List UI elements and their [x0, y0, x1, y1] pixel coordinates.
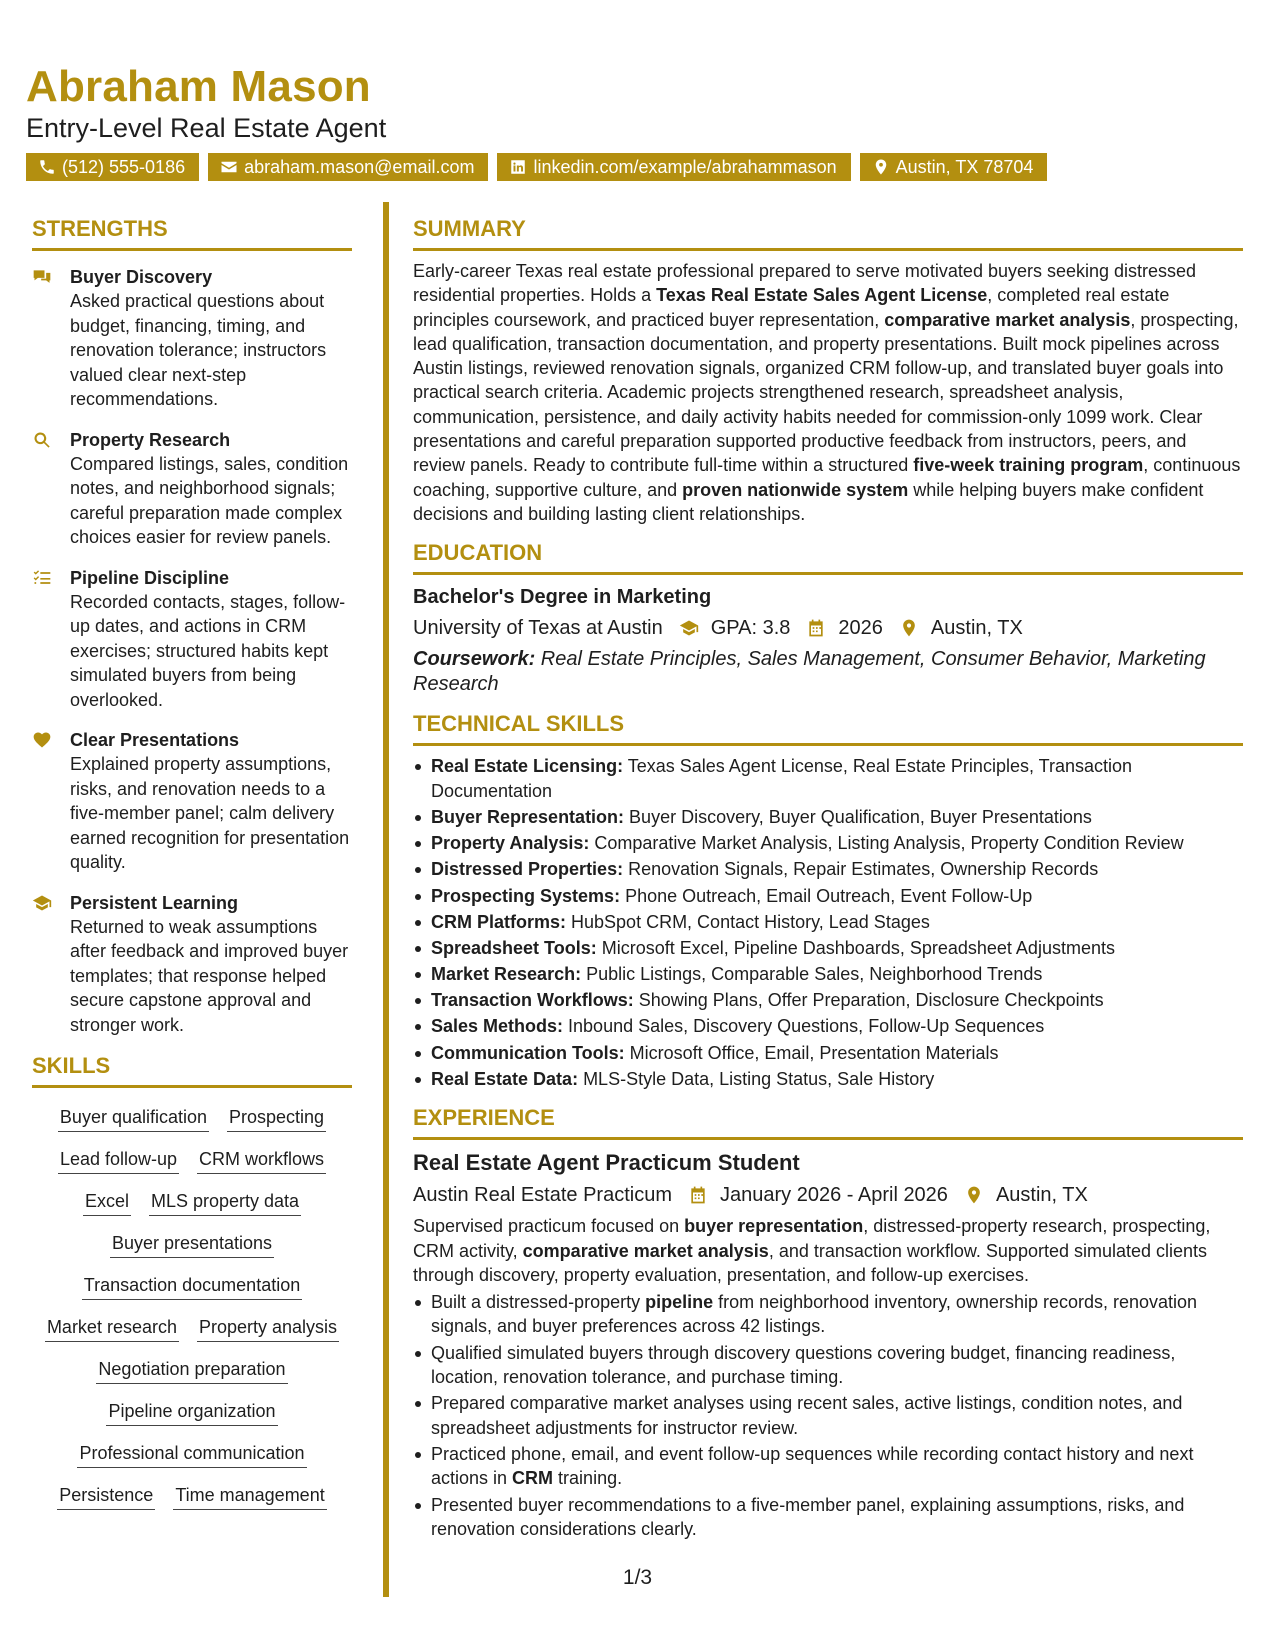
technical-skill-item	[413, 805, 1243, 830]
skill-tag: Buyer presentations	[110, 1230, 274, 1258]
technical-skill-value: Microsoft Excel, Pipeline Dashboards, Spreadsheet Adjustments	[596, 937, 1115, 958]
technical-skill-item	[413, 1041, 1243, 1066]
linkedin-chip[interactable]	[497, 153, 850, 181]
technical-skills-heading: TECHNICAL SKILLS	[413, 711, 1243, 746]
skill-row	[57, 1482, 326, 1510]
technical-skill-label: Prospecting Systems:	[431, 885, 621, 906]
technical-skill-value: Phone Outreach, Email Outreach, Event Follow-Up	[620, 885, 1033, 906]
calendar-icon	[806, 618, 826, 638]
technical-skill-value: Microsoft Office, Email, Presentation Materials	[624, 1042, 999, 1063]
experience-section	[413, 1105, 1243, 1541]
technical-skill-value: HubSpot CRM, Contact History, Lead Stages	[566, 911, 930, 932]
summary-section	[413, 216, 1243, 526]
technical-skill-value: Inbound Sales, Discovery Questions, Follow-Up Sequences	[563, 1016, 1045, 1037]
company-item	[413, 1180, 672, 1210]
technical-skills-section	[413, 711, 1243, 1091]
coursework	[413, 647, 1243, 697]
year-item	[806, 613, 883, 643]
skill-row	[82, 1272, 302, 1300]
job-desc-text-2: , distressed-property research, prospecting, CRM activity,	[413, 1216, 1211, 1261]
skill-tag: Transaction documentation	[82, 1272, 302, 1300]
graduation-cap-icon	[679, 618, 699, 638]
phone-icon	[38, 158, 56, 176]
job-desc-text-4: , and transaction workflow. Supported simulated clients through discovery, property evaluation, presentation, and follow-up exercises.	[413, 1240, 1208, 1286]
comments-icon	[32, 265, 70, 412]
technical-skill-value: Texas Sales Agent License, Real Estate Principles, Transaction Documentation	[431, 756, 1133, 801]
strength-content	[70, 265, 352, 412]
strengths-heading: STRENGTHS	[32, 216, 352, 251]
summary-text-0: Early-career Texas real estate professional prepared to serve motivated buyers seeking distressed residential properties. Holds a	[413, 261, 1197, 306]
envelope-icon	[220, 158, 238, 176]
dates-text: January 2026 - April 2026	[720, 1184, 948, 1207]
technical-skill-item	[413, 831, 1243, 856]
skill-row	[58, 1146, 326, 1174]
technical-skill-label: Communication Tools:	[431, 1042, 625, 1063]
skill-row	[58, 1104, 326, 1132]
technical-skill-item	[413, 754, 1243, 803]
email-text: abraham.mason@email.com	[244, 156, 475, 177]
skills-list	[32, 1104, 352, 1510]
summary-text-4: , prospecting, lead qualification, transaction documentation, and property presentations. Built mock pipelines across Austin listings, reviewed renovation signals, organized CRM follow-up, and translated buyer goals into practical search criteria. Academic projects strengthened research, spreadsheet analysis, communication, persistence, and daily activity habits needed for commission-only 1099 work. Clear presentations and careful preparation supported productive feedback from instructors, peers, and review panels. Ready to contribute full-time within a structured	[413, 309, 1239, 476]
skills-heading: SKILLS	[32, 1053, 352, 1088]
company-text: Austin Real Estate Practicum	[413, 1184, 672, 1207]
degree-title: Bachelor's Degree in Marketing	[413, 586, 712, 609]
education-meta	[413, 613, 1243, 643]
strength-item	[32, 728, 352, 875]
experience-heading: EXPERIENCE	[413, 1105, 1243, 1140]
technical-skill-label: Spreadsheet Tools:	[431, 937, 597, 958]
heart-icon	[32, 728, 70, 875]
technical-skill-item	[413, 857, 1243, 882]
technical-skill-value: Renovation Signals, Repair Estimates, Ownership Records	[623, 859, 1099, 880]
strengths-list	[32, 265, 352, 1037]
bullet-4-text-0: Presented buyer recommendations to a five-member panel, explaining assumptions, risks, and renovation considerations clearly.	[431, 1494, 1185, 1540]
coursework-label: Coursework:	[413, 648, 536, 671]
technical-skill-label: Market Research:	[431, 964, 582, 985]
left-column	[32, 216, 352, 1510]
strength-content	[70, 428, 352, 550]
skill-tag: Lead follow-up	[58, 1146, 179, 1174]
job-bullet	[413, 1290, 1243, 1339]
summary-bold-3: comparative market analysis	[884, 309, 1131, 330]
skill-row	[83, 1188, 301, 1216]
skill-tag: Property analysis	[197, 1314, 339, 1342]
phone-text: (512) 555-0186	[62, 156, 186, 177]
year-text: 2026	[838, 617, 883, 640]
strength-item	[32, 265, 352, 412]
linkedin-text: linkedin.com/example/abrahammason	[533, 156, 837, 177]
bullet-0-bold-1: pipeline	[645, 1291, 714, 1312]
job-desc-bold-1: buyer representation	[684, 1216, 864, 1237]
job-bullet	[413, 1442, 1243, 1491]
bullet-3-bold-1: CRM	[512, 1468, 554, 1489]
email-chip[interactable]	[208, 153, 488, 181]
technical-skill-label: Real Estate Licensing:	[431, 756, 624, 777]
phone-chip[interactable]	[26, 153, 199, 181]
skill-tag: Persistence	[57, 1482, 155, 1510]
strength-content	[70, 728, 352, 875]
technical-skill-item	[413, 988, 1243, 1013]
technical-skill-label: Property Analysis:	[431, 833, 590, 854]
summary-heading: SUMMARY	[413, 216, 1243, 251]
strength-title: Property Research	[70, 429, 231, 450]
job-location-text: Austin, TX	[995, 1184, 1088, 1207]
list-check-icon	[32, 566, 70, 713]
job-bullet	[413, 1341, 1243, 1390]
technical-skill-value: Buyer Discovery, Buyer Qualification, Buyer Presentations	[624, 806, 1092, 827]
technical-skill-item	[413, 962, 1243, 987]
strength-title: Persistent Learning	[70, 892, 239, 913]
technical-skill-value: Comparative Market Analysis, Listing Analysis, Property Condition Review	[589, 833, 1184, 854]
strength-description: Returned to weak assumptions after feedback and improved buyer templates; that response helped secure capstone approval and stronger work.	[70, 916, 349, 1035]
technical-skill-item	[413, 910, 1243, 935]
job-title: Real Estate Agent Practicum Student	[413, 1150, 800, 1176]
calendar-icon	[688, 1185, 708, 1205]
map-pin-icon	[872, 158, 890, 176]
skill-tag: MLS property data	[149, 1188, 301, 1216]
technical-skill-label: Transaction Workflows:	[431, 990, 634, 1011]
job-description	[413, 1214, 1243, 1288]
map-pin-icon	[899, 618, 919, 638]
summary-text-8: while helping buyers make confident decisions and building lasting client relationships.	[413, 479, 1204, 524]
strength-content	[70, 891, 352, 1038]
linkedin-icon	[509, 158, 527, 176]
column-divider	[383, 202, 389, 1597]
education-location-item	[899, 613, 1023, 643]
summary-bold-5: five-week training program	[913, 455, 1144, 476]
skill-tag: CRM workflows	[197, 1146, 326, 1174]
page-number: 1/3	[622, 1566, 653, 1589]
technical-skill-label: Buyer Representation:	[431, 806, 625, 827]
job-meta	[413, 1180, 1243, 1210]
bullet-2-text-0: Prepared comparative market analyses using recent sales, active listings, condition notes, and spreadsheet adjustments for instructor review.	[431, 1393, 1183, 1438]
location-chip[interactable]	[860, 153, 1048, 181]
technical-skill-value: MLS-Style Data, Listing Status, Sale History	[578, 1068, 935, 1089]
contact-bar	[26, 153, 1047, 181]
strength-item	[32, 428, 352, 550]
strength-description: Explained property assumptions, risks, and renovation needs to a five-member panel; calm delivery earned recognition for presentation quality.	[70, 754, 350, 872]
strength-item	[32, 566, 352, 713]
technical-skill-item	[413, 1067, 1243, 1092]
skill-tag: Pipeline organization	[106, 1398, 277, 1426]
skill-tag: Excel	[83, 1188, 131, 1216]
location-text: Austin, TX 78704	[895, 156, 1034, 177]
education-section	[413, 540, 1243, 697]
job-bullets	[413, 1290, 1243, 1542]
strength-description: Compared listings, sales, condition notes, and neighborhood signals; careful preparation made complex choices easier for review panels.	[70, 453, 349, 547]
strength-title: Clear Presentations	[70, 730, 240, 750]
job-location-item	[964, 1180, 1088, 1210]
strength-title: Pipeline Discipline	[70, 567, 230, 588]
strength-content	[70, 566, 352, 713]
bullet-3-text-0: Practiced phone, email, and event follow-up sequences while recording contact history and next actions in	[431, 1443, 1194, 1489]
bullet-1-text-0: Qualified simulated buyers through discovery questions covering budget, financing readiness, location, renovation tolerance, and purchase timing.	[431, 1342, 1176, 1388]
skill-tag: Professional communication	[77, 1440, 306, 1468]
strength-description: Asked practical questions about budget, financing, timing, and renovation tolerance; instructors valued clear next-step recommendations.	[70, 291, 327, 409]
school-name	[413, 613, 663, 643]
summary-text-2: , completed real estate principles coursework, and practiced buyer representation,	[413, 285, 1170, 330]
dates-item	[688, 1180, 948, 1210]
technical-skill-value: Public Listings, Comparable Sales, Neighborhood Trends	[581, 964, 1043, 985]
education-location-text: Austin, TX	[930, 617, 1023, 640]
technical-skill-label: CRM Platforms:	[431, 911, 567, 932]
technical-skill-label: Distressed Properties:	[431, 859, 624, 880]
skill-tag: Time management	[173, 1482, 326, 1510]
summary-text	[413, 259, 1243, 526]
skill-row	[106, 1398, 277, 1426]
technical-skill-item	[413, 884, 1243, 909]
skill-row	[77, 1440, 306, 1468]
skill-row	[110, 1230, 274, 1258]
skill-tag: Buyer qualification	[58, 1104, 209, 1132]
job-desc-text-0: Supervised practicum focused on	[413, 1216, 685, 1237]
candidate-role: Entry-Level Real Estate Agent	[26, 113, 387, 143]
technical-skill-item	[413, 936, 1243, 961]
school-name-text: University of Texas at Austin	[413, 617, 663, 640]
skill-tag: Market research	[45, 1314, 179, 1342]
bullet-0-text-0: Built a distressed-property	[431, 1291, 646, 1312]
strength-description: Recorded contacts, stages, follow-up dates, and actions in CRM exercises; structured habits kept simulated buyers from being overlooked.	[70, 591, 346, 710]
map-pin-icon	[964, 1185, 984, 1205]
job-bullet	[413, 1391, 1243, 1440]
summary-bold-1: Texas Real Estate Sales Agent License	[656, 285, 988, 306]
skill-tag: Negotiation preparation	[96, 1356, 287, 1384]
skill-tag: Prospecting	[227, 1104, 326, 1132]
education-heading: EDUCATION	[413, 540, 1243, 575]
candidate-name: Abraham Mason	[26, 62, 371, 111]
technical-skill-label: Real Estate Data:	[431, 1068, 579, 1089]
strength-title: Buyer Discovery	[70, 267, 213, 287]
gpa-item	[679, 613, 791, 643]
technical-skill-label: Sales Methods:	[431, 1016, 564, 1037]
right-column	[413, 216, 1243, 1556]
technical-skill-item	[413, 1014, 1243, 1039]
bullet-0-text-2: from neighborhood inventory, ownership records, renovation signals, and buyer preferences across 42 listings.	[431, 1291, 1198, 1337]
strength-item	[32, 891, 352, 1038]
bullet-3-text-2: training.	[553, 1468, 623, 1489]
technical-skills-list	[413, 754, 1243, 1091]
coursework-text: Real Estate Principles, Sales Management, Consumer Behavior, Marketing Research	[413, 648, 1206, 696]
summary-text-6: , continuous coaching, supportive culture, and	[413, 455, 1241, 500]
job-bullet	[413, 1493, 1243, 1542]
technical-skill-value: Showing Plans, Offer Preparation, Disclosure Checkpoints	[633, 990, 1104, 1011]
summary-bold-7: proven nationwide system	[682, 479, 909, 500]
graduation-cap-icon	[32, 891, 70, 1038]
gpa-text: GPA: 3.8	[710, 617, 791, 640]
search-icon	[32, 428, 70, 550]
skill-row	[45, 1314, 339, 1342]
skill-row	[96, 1356, 287, 1384]
job-desc-bold-3: comparative market analysis	[522, 1240, 769, 1261]
